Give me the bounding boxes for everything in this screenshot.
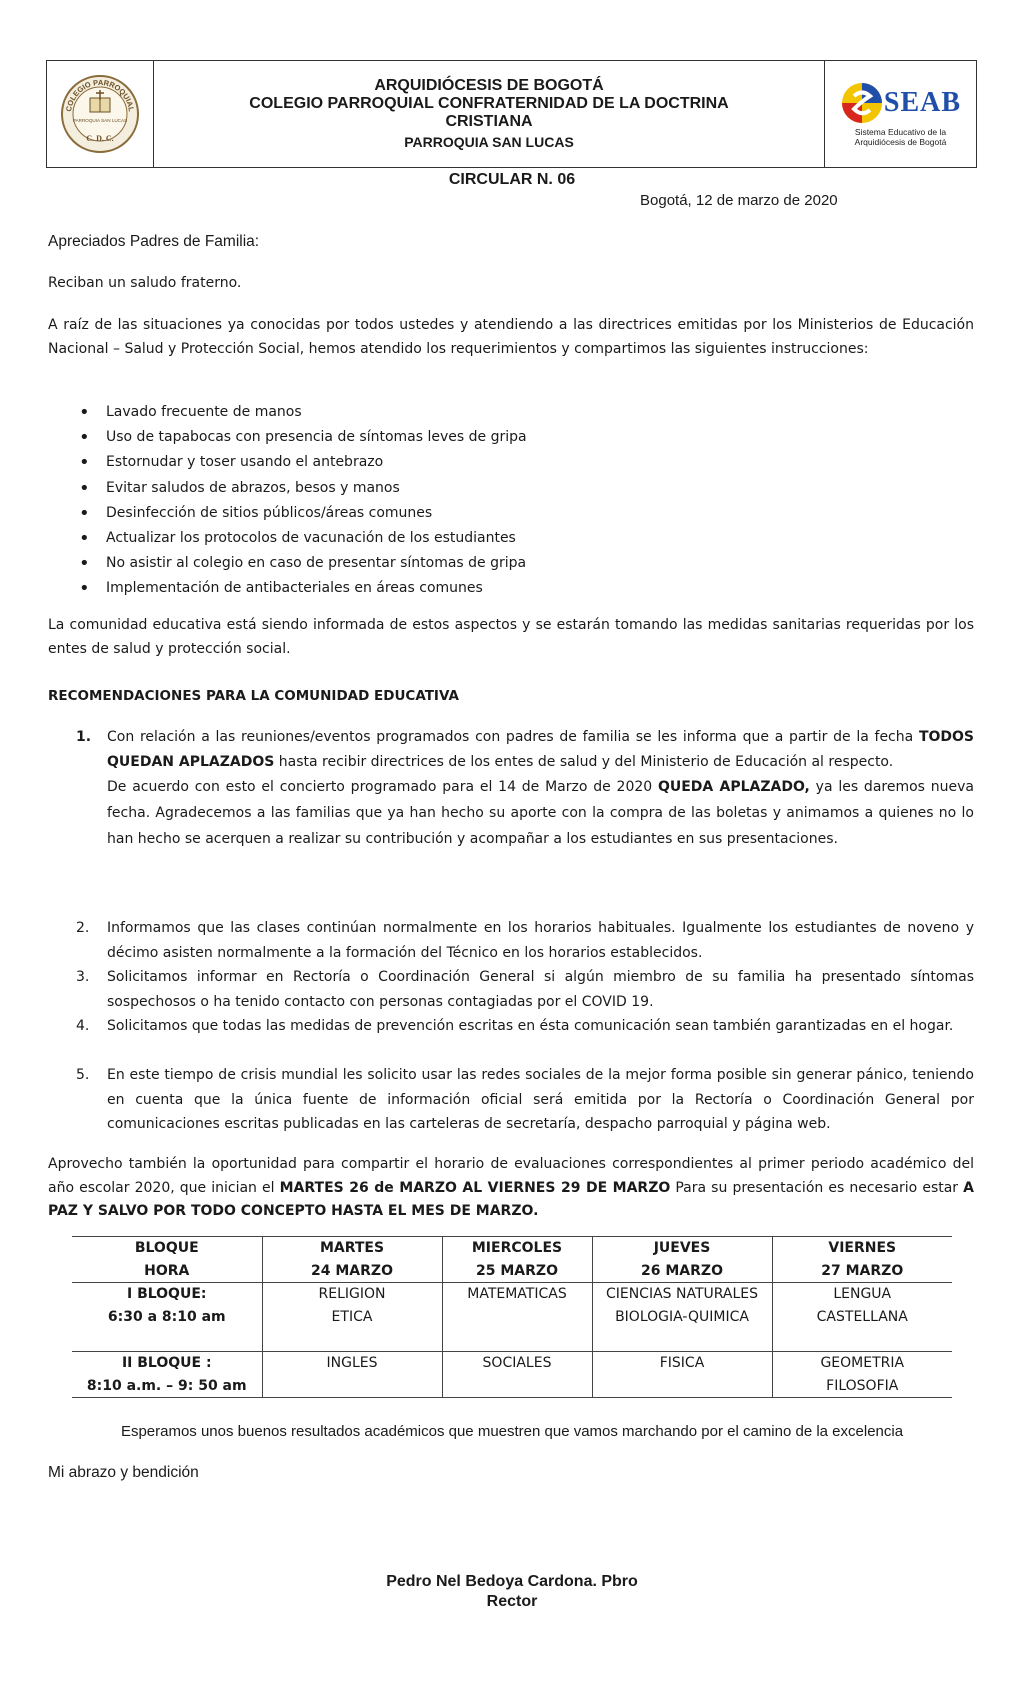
intro-paragraph: A raíz de las situaciones ya conocidas por todos ustedes y atendiendo a las directrices emitidas por los Ministerios de Educación Nacional – Salud y Protección Social, hemos atendido los requerimientos y compartimos las siguientes instrucciones: — [48, 317, 974, 357]
school-seal-logo — [47, 61, 154, 167]
item-text-part: hasta recibir directrices de los entes de salud y del Ministerio de Educación al respecto. — [274, 753, 894, 770]
recommendation-item-2 — [48, 916, 974, 965]
list-item: • Implementación de antibacteriales en áreas comunes — [76, 576, 527, 601]
signer-name: Pedro Nel Bedoya Cardona. Pbro — [386, 1573, 638, 1590]
list-item: • Evitar saludos de abrazos, besos y manos — [76, 476, 527, 501]
item-text: Solicitamos informar en Rectoría o Coordinación General si algún miembro de su familia ha presentado síntomas sospechosos o ha tenido contacto con personas contagiadas por el COVID 19. — [107, 969, 974, 1010]
salutation: Reciban un saludo fraterno. — [48, 275, 242, 291]
letterhead-titles — [154, 61, 824, 167]
recommendation-item-1 — [48, 725, 974, 852]
community-paragraph: La comunidad educativa está siendo informada de estos aspectos y se estarán tomando las medidas sanitarias requeridas por los entes de salud y protección social. — [48, 617, 974, 657]
school-name-cont: CRISTIANA — [445, 113, 533, 130]
item-number: 4. — [76, 1018, 90, 1034]
item-text — [107, 725, 974, 852]
seab-swirl-icon — [840, 81, 884, 125]
archdiocese-title: ARQUIDIÓCESIS DE BOGOTÁ — [374, 77, 604, 94]
recommendation-item-5 — [48, 1063, 974, 1137]
letterhead — [46, 60, 977, 168]
seab-subtitle-line2: Arquidiócesis de Bogotá — [854, 137, 947, 147]
list-item: • Uso de tapabocas con presencia de síntomas leves de gripa — [76, 425, 527, 450]
table-cell: FISICA — [592, 1352, 772, 1398]
closing-remark: Esperamos unos buenos resultados académicos que muestren que vamos marchando por el camino de la excelencia — [120, 1423, 904, 1440]
greeting: Apreciados Padres de Familia: — [48, 233, 260, 250]
item-text: En este tiempo de crisis mundial les solicito usar las redes sociales de la mejor forma posible sin generar pánico, teniendo en cuenta que la única fuente de información oficial será emitida por la Rectoría o Coordinación General por comunicaciones escritas publicadas en las carteleras de secretaría, despacho parroquial y página web. — [107, 1067, 974, 1132]
exam-schedule-table — [72, 1236, 952, 1398]
table-cell: I BLOQUE: 6:30 a 8:10 am — [107, 1286, 226, 1325]
item-number: 3. — [76, 969, 90, 985]
table-row — [72, 1283, 952, 1352]
seal-bottom-text: C. D. C. — [86, 134, 114, 143]
column-header: MIERCOLES 25 MARZO — [442, 1237, 592, 1283]
seal-mid-text: PARROQUIA SAN LUCAS — [72, 118, 128, 123]
recommendation-item-4 — [48, 1014, 974, 1039]
school-seal-icon — [59, 73, 141, 155]
table-cell: SOCIALES — [442, 1352, 592, 1398]
signer-role: Rector — [486, 1593, 538, 1610]
table-cell: LENGUA CASTELLANA — [772, 1283, 952, 1352]
item-number: 1. — [76, 729, 92, 745]
seab-mark — [840, 81, 961, 125]
recommendations-heading: RECOMENDACIONES PARA LA COMUNIDAD EDUCATIVA — [48, 688, 459, 704]
item-text-part: De acuerdo con esto el concierto programado para el 14 de Marzo de 2020 — [107, 779, 658, 795]
list-item: • Actualizar los protocolos de vacunación de los estudiantes — [76, 526, 527, 551]
column-header: MARTES 24 MARZO — [262, 1237, 442, 1283]
item-text-part: Con relación a las reuniones/eventos programados con padres de familia se les informa que a partir de la fecha — [107, 729, 919, 745]
table-row — [72, 1352, 952, 1398]
table-cell: CIENCIAS NATURALES BIOLOGIA-QUIMICA — [592, 1283, 772, 1352]
parish-name: PARROQUIA SAN LUCAS — [404, 134, 574, 150]
schedule-intro-paragraph — [48, 1153, 974, 1224]
recommendation-item-3 — [48, 965, 974, 1014]
farewell: Mi abrazo y bendición — [48, 1464, 199, 1481]
seab-subtitle — [855, 127, 947, 147]
item-text-bold: QUEDA APLAZADO, — [657, 779, 810, 795]
table-cell: INGLES — [262, 1352, 442, 1398]
item-number: 5. — [76, 1067, 90, 1083]
circular-number: CIRCULAR N. 06 — [448, 171, 576, 188]
table-header-row — [72, 1237, 952, 1283]
seab-subtitle-line1: Sistema Educativo de la — [854, 127, 947, 137]
paragraph-part: Para su presentación es necesario estar — [670, 1179, 964, 1196]
item-number: 2. — [76, 920, 90, 936]
seal-top-text: COLEGIO PARROQUIAL — [64, 77, 136, 113]
paragraph-bold: MARTES 26 de MARZO AL VIERNES 29 DE MARZO — [279, 1179, 671, 1196]
paragraph-part: Aprovecho también la oportunidad para compartir el horario de evaluaciones correspondientes al primer periodo académico del año escolar 2020, que inician el — [48, 1156, 974, 1196]
list-item: • Desinfección de sitios públicos/áreas comunes — [76, 501, 527, 526]
column-header: BLOQUE HORA — [72, 1237, 262, 1283]
seab-logo — [824, 61, 976, 167]
school-name: COLEGIO PARROQUIAL CONFRATERNIDAD DE LA DOCTRINA — [249, 95, 729, 112]
item-text: Informamos que las clases continúan normalmente en los horarios habituales. Igualmente los estudiantes de noveno y décimo asisten normalmente a la formación del Técnico en los horarios establecidos. — [107, 920, 974, 961]
list-item: • Lavado frecuente de manos — [76, 400, 527, 425]
table-cell: II BLOQUE : 8:10 a.m. – 9: 50 am — [72, 1352, 262, 1398]
list-item: • No asistir al colegio en caso de presentar síntomas de gripa — [76, 551, 527, 576]
instructions-list — [76, 400, 527, 602]
column-header: VIERNES 27 MARZO — [772, 1237, 952, 1283]
table-cell: GEOMETRIA FILOSOFIA — [772, 1352, 952, 1398]
signature-block — [0, 1572, 1024, 1612]
table-cell: MATEMATICAS — [442, 1283, 592, 1352]
item-text-bold: TODOS QUEDAN APLAZADOS — [107, 729, 974, 770]
table-cell: RELIGION ETICA — [262, 1283, 442, 1352]
list-item: • Estornudar y toser usando el antebrazo — [76, 450, 527, 475]
seab-wordmark: SEAB — [883, 87, 962, 118]
date-line: Bogotá, 12 de marzo de 2020 — [640, 192, 838, 209]
item-text-part: ya les daremos nueva fecha. Agradecemos a las familias que ya han hecho su aporte con la compra de las boletas y animamos a quienes no lo han hecho se acerquen a realizar su contribución y acompañar a los estudiantes en sus presentaciones. — [107, 779, 974, 847]
item-text: Solicitamos que todas las medidas de prevención escritas en ésta comunicación sean también garantizadas en el hogar. — [107, 1018, 954, 1034]
paragraph-bold: A PAZ Y SALVO POR TODO CONCEPTO HASTA EL MES DE MARZO. — [48, 1179, 975, 1219]
column-header: JUEVES 26 MARZO — [592, 1237, 772, 1283]
